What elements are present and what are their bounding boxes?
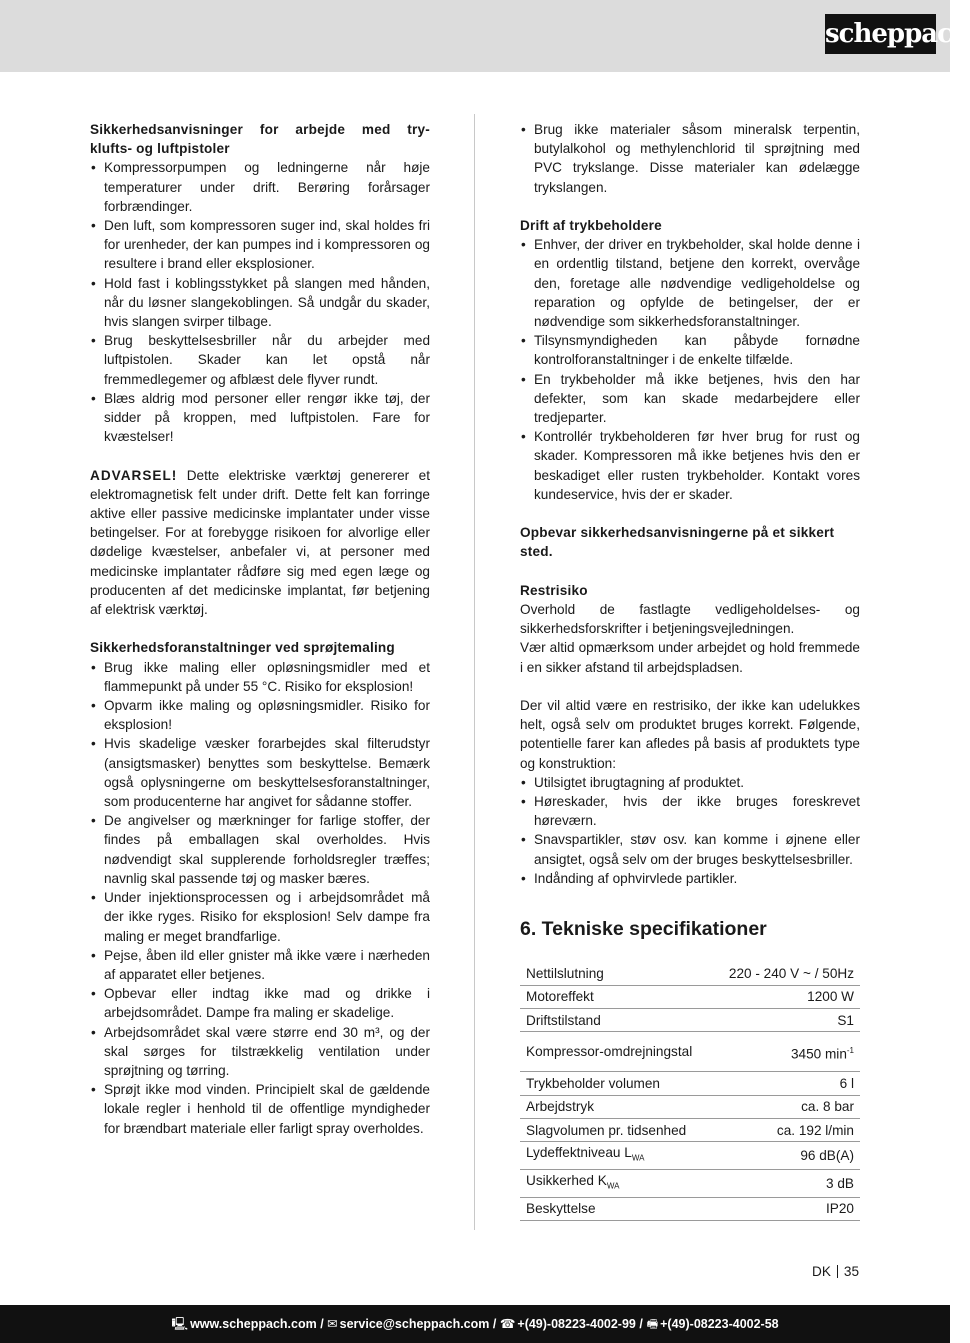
list-item: • Indånding af ophvirvlede partikler.	[520, 869, 860, 888]
list-item: • Opbevar eller indtag ikke mad og drikke i arbejdsområdet. Dampe fra maling er skadelige.	[90, 984, 430, 1022]
spec-label: Kompressor-omdrejningstal	[520, 1032, 702, 1072]
residual-risk-paragraph: Overhold de fastlagte vedligeholdelses- og sikkerhedsforskrifter i betjeningsvejledningen.	[520, 602, 860, 637]
phone-icon: ☎	[499, 1317, 516, 1331]
list-item: • Hold fast i koblingsstykket på slangen med hånden, når du løsner slangekoblingen. Så undgår du skader, hvis slangen svirper tilbage.	[90, 274, 430, 332]
column-divider	[474, 114, 475, 1230]
spray-painting-heading: Sikkerhedsforanstaltninger ved sprøjtemaling	[90, 640, 395, 656]
list-item: • De angivelser og mærkninger for farlige stoffer, der findes på emballagen skal overholdes. Hvis nødvendigt skal supplerende forholdsregler træffes; navnlig skal passende tøj og masker bæres.	[90, 811, 430, 888]
pressure-vessel-heading: Drift af trykbeholdere	[520, 218, 662, 233]
list-item: • En trykbeholder må ikke betjenes, hvis den har defekter, som kan skade medarbejdere eller tredjeparter.	[520, 370, 860, 428]
page-footer: 🖳 www.scheppach.com / ✉ service@scheppach.com / ☎ +(49)-08223-4002-99 / 🖷 +(49)-08223-4002-58	[0, 1305, 950, 1343]
table-row	[520, 1118, 860, 1141]
footer-phone: +(49)-08223-4002-99	[517, 1317, 636, 1331]
residual-risk-heading: Restrisiko	[520, 582, 588, 598]
spec-value: 3450 $\min^{-1}$	[702, 1032, 860, 1072]
spec-value: IP20	[702, 1197, 860, 1220]
table-row	[520, 1197, 860, 1220]
list-item: • Enhver, der driver en trykbeholder, skal holde denne i en ordentlig tilstand, betjene den korrekt, overvåge den, foretage alle nødvendige vedligeholdelse og reparation og opfylde de betingelser, der er nødvendige som sikkerhedsforanstaltninger.	[520, 235, 860, 331]
list-item: • Brug ikke maling eller opløsningsmidler med et flammepunkt på under 55 °C. Risiko for eksplosion!	[90, 658, 430, 696]
keep-instructions-heading: Opbevar sikkerhedsanvisningerne på et sikkert sted.	[520, 525, 835, 560]
computer-icon: 🖳	[171, 1317, 189, 1331]
footer-website[interactable]: www.scheppach.com	[190, 1317, 317, 1331]
list-item: • Under injektionsprocessen og i arbejdsområdet må der ikke ryges. Risiko for eksplosion! Selv dampe fra maling er meget brandfarlige.	[90, 888, 430, 946]
table-row	[520, 1142, 860, 1170]
spec-label: Lydeffektniveau $L_{WA}$	[520, 1142, 702, 1170]
list-item: • Brug beskyttelsesbriller når du arbejder med luftpistolen. Skader kan let opstå når fremmedlegemer og afblæst dele flyver rundt.	[90, 331, 430, 389]
residual-risk-list	[520, 773, 860, 888]
spec-label: Usikkerhed $K_{WA}$	[520, 1170, 702, 1198]
spec-value: 3 dB	[702, 1170, 860, 1198]
technical-specs-title: 6. Tekniske specifikationer	[520, 918, 767, 940]
spec-value: 96 dB(A)	[702, 1142, 860, 1170]
scheppach-logo: scheppach	[825, 14, 936, 54]
page-header	[0, 0, 970, 72]
footer-fax: +(49)-08223-4002-58	[660, 1317, 779, 1331]
page-number	[812, 1264, 859, 1279]
fax-icon: 🖷	[646, 1317, 659, 1331]
spec-value: ca. 8 bar	[702, 1095, 860, 1118]
spec-label: Beskyttelse	[520, 1197, 702, 1220]
spec-label: Slagvolumen pr. tidsenhed	[520, 1118, 702, 1141]
table-row	[520, 1095, 860, 1118]
left-column	[90, 120, 430, 1138]
list-item: • Pejse, åben ild eller gnister må ikke være i nærheden af apparatet eller betjenes.	[90, 946, 430, 984]
compressed-air-safety-heading-line2: klufts- og luftpistoler	[90, 141, 230, 157]
table-row	[520, 1032, 860, 1072]
list-item: • Hvis skadelige væsker forarbejdes skal filterudstyr (ansigtsmasker) benyttes som beskyttelse. Bemærk også oplysningerne om beskyttelsesforanstaltninger, som producenterne har angivet for sådanne stoffer.	[90, 734, 430, 811]
list-item: • Brug ikke materialer såsom mineralsk terpentin, butylalkohol og methylenchlorid til sprøjtning med PVC trykslange. Disse materialer kan ødelægge trykslangen.	[520, 120, 860, 197]
compressed-air-safety-list	[90, 158, 430, 446]
footer-email[interactable]: service@scheppach.com	[339, 1317, 490, 1331]
list-item: • Sprøjt ikke mod vinden. Principielt skal de gældende lokale regler i henhold til de offentlige myndigheder for brændbart materiale eller farligt spray overholdes.	[90, 1080, 430, 1138]
language-code: DK	[812, 1264, 831, 1279]
spec-value: 1200 W	[702, 985, 860, 1008]
spec-value: 6 l	[702, 1072, 860, 1095]
right-column	[520, 120, 860, 888]
table-row	[520, 1009, 860, 1032]
spec-label: Arbejdstryk	[520, 1095, 702, 1118]
list-item: • Blæs aldrig mod personer eller rengør ikke tøj, der sidder på kroppen, med luftpistolen. Fare for kvæstelser!	[90, 389, 430, 447]
spec-label: Trykbeholder volumen	[520, 1072, 702, 1095]
table-row	[520, 1072, 860, 1095]
residual-risk-paragraph: Der vil altid være en restrisiko, der ikke kan udelukkes helt, også selv om produktet bruges korrekt. Følgende, potentielle farer kan afledes på basis af produktets type og konstruktion:	[520, 698, 860, 771]
spec-label: Nettilslutning	[520, 962, 702, 985]
residual-risk-paragraph: Vær altid opmærksom under arbejdet og hold fremmede i en sikker afstand til arbejdspladsen.	[520, 640, 860, 675]
list-item: • Tilsynsmyndigheden kan påbyde fornødne kontrolforanstaltninger i de enkelte tilfælde.	[520, 331, 860, 369]
list-item: • Arbejdsområdet skal være større end 30 m³, og der skal sørges for tilstrækkelig ventilation under sprøjtning og tørring.	[90, 1023, 430, 1081]
spec-value: ca. 192 l/min	[702, 1118, 860, 1141]
spec-value: 220 - 240 V ~ / 50Hz	[702, 962, 860, 985]
table-row	[520, 1170, 860, 1198]
spec-label: Motoreffekt	[520, 985, 702, 1008]
warning-paragraph	[90, 466, 430, 620]
table-row	[520, 962, 860, 985]
list-item: • Den luft, som kompressoren suger ind, skal holdes fri for urenheder, der kan pumpes ind i kompressoren og resultere i brand eller eksplosioner.	[90, 216, 430, 274]
list-item: • Kompressorpumpen og ledningerne når høje temperaturer under drift. Berøring forårsager forbrændinger.	[90, 158, 430, 216]
list-item: • Opvarm ikke maling og opløsningsmidler. Risiko for eksplosion!	[90, 696, 430, 734]
list-item: • Utilsigtet ibrugtagning af produktet.	[520, 773, 860, 792]
spray-painting-list	[90, 658, 430, 1138]
table-row	[520, 985, 860, 1008]
spec-label: Driftstilstand	[520, 1009, 702, 1032]
list-item: • Kontrollér trykbeholderen før hver brug for rust og skader. Kompressoren må ikke betjenes hvis den er beskadiget eller rusten trykbeholder. Kontakt vores kundeservice, hvis der er skader.	[520, 427, 860, 504]
warning-text: Dette elektriske værktøj genererer et elektromagnetisk felt under drift. Dette felt kan forringe aktive eller passive medicinske implantater under visse betingelser. For at forebygge risikoen for alvorlige eller dødelige kvæstelser, anbefaler vi, at personer med medicinske implantater rådføre sig med egen læge og producenten af det medicinske implantat, før betjening af elektrisk værktøj.	[90, 467, 430, 618]
page-number-value: 35	[843, 1264, 860, 1279]
compressed-air-safety-heading: Sikkerhedsanvisninger for arbejde med try-	[90, 122, 430, 137]
materials-list	[520, 120, 860, 197]
email-icon: ✉	[327, 1317, 338, 1331]
technical-specs-table	[520, 962, 860, 1221]
pressure-vessel-list	[520, 235, 860, 504]
spec-value: S1	[702, 1009, 860, 1032]
list-item: • Høreskader, hvis der ikke bruges foreskrevet høreværn.	[520, 792, 860, 830]
warning-label: ADVARSEL!	[90, 467, 178, 483]
list-item: • Snavspartikler, støv osv. kan komme i øjnene eller ansigtet, også selv om der bruges beskyttelsesbriller.	[520, 830, 860, 868]
